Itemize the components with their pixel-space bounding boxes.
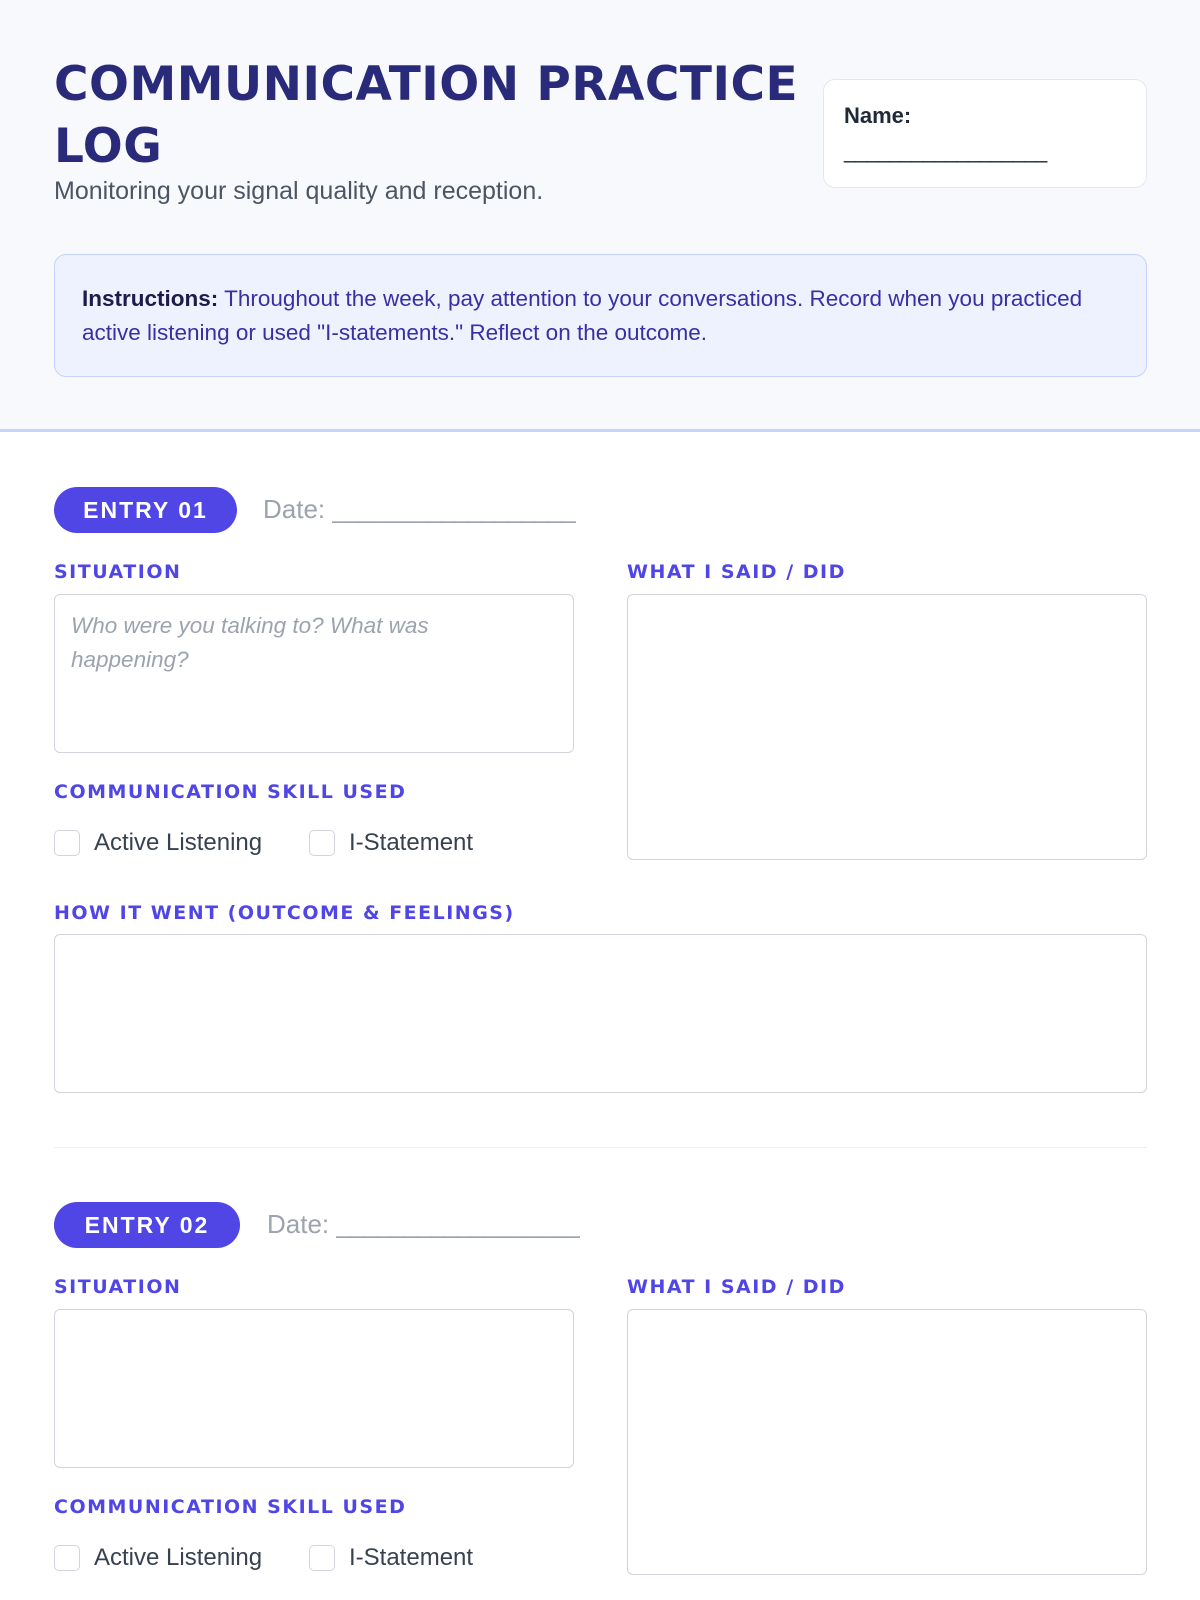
skill-used-label: COMMUNICATION SKILL USED xyxy=(54,781,407,803)
entry-divider xyxy=(54,1147,1147,1148)
instructions-box xyxy=(54,254,1147,377)
what-i-said-field[interactable] xyxy=(627,1309,1147,1575)
i-statement-label: I-Statement xyxy=(349,1544,474,1571)
situation-field[interactable] xyxy=(54,594,574,753)
skill-used-label: COMMUNICATION SKILL USED xyxy=(54,1496,407,1518)
active-listening-checkbox[interactable] xyxy=(54,830,80,856)
date-label: Date: xyxy=(263,494,326,524)
entry-date[interactable] xyxy=(267,1209,579,1240)
active-listening-checkbox[interactable] xyxy=(54,1545,80,1571)
entry-date[interactable] xyxy=(263,494,575,525)
date-label: Date: xyxy=(267,1209,330,1239)
instructions-text: Throughout the week, pay attention to your conversations. Record when you practiced active listening or used "I-statements." Reflect on the outcome. xyxy=(82,286,1083,345)
entry-badge: ENTRY 02 xyxy=(54,1202,240,1248)
i-statement-label: I-Statement xyxy=(349,829,474,856)
active-listening-label: Active Listening xyxy=(94,829,263,856)
page-header xyxy=(0,0,1200,432)
instructions-lead: Instructions: xyxy=(82,286,219,311)
page-subtitle: Monitoring your signal quality and reception. xyxy=(54,177,544,205)
what-i-said-label: WHAT I SAID / DID xyxy=(627,561,846,583)
situation-label: SITUATION xyxy=(54,1276,182,1298)
name-box xyxy=(823,79,1147,188)
situation-field[interactable] xyxy=(54,1309,574,1468)
date-line: __________________ xyxy=(336,1209,579,1239)
situation-placeholder: Who were you talking to? What was happening? xyxy=(71,613,429,672)
what-i-said-label: WHAT I SAID / DID xyxy=(627,1276,846,1298)
i-statement-checkbox[interactable] xyxy=(309,1545,335,1571)
date-line: __________________ xyxy=(332,494,575,524)
active-listening-label: Active Listening xyxy=(94,1544,263,1571)
i-statement-checkbox[interactable] xyxy=(309,830,335,856)
name-label: Name: xyxy=(844,103,912,128)
what-i-said-field[interactable] xyxy=(627,594,1147,860)
how-it-went-field[interactable] xyxy=(54,934,1147,1093)
situation-label: SITUATION xyxy=(54,561,182,583)
page-title: COMMUNICATION PRACTICE LOG xyxy=(54,57,799,174)
how-it-went-label: HOW IT WENT (OUTCOME & FEELINGS) xyxy=(54,902,515,924)
name-field[interactable]: __________________ xyxy=(844,138,1047,163)
entry-badge: ENTRY 01 xyxy=(54,487,237,533)
